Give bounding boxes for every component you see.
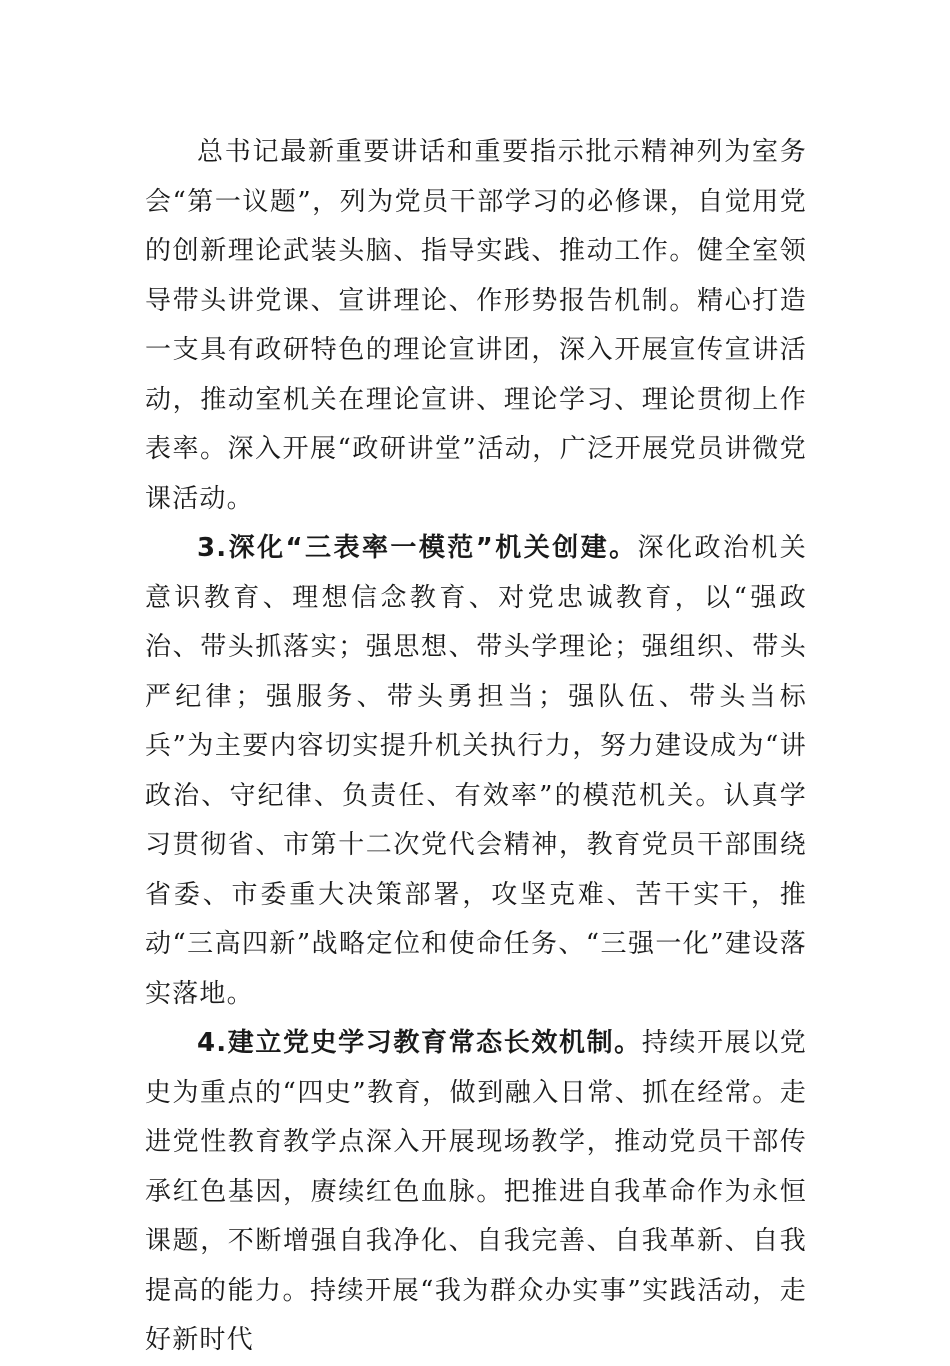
paragraph-continuation: [145, 128, 807, 524]
paragraph-text: 深化政治机关意识教育、理想信念教育、对党忠诚教育，以“强政治、带头抓落实；强思想、带头学理论；强组织、带头严纪律；强服务、带头勇担当；强队伍、带头当标兵”为主要内容切实提升机关执行力，努力建设成为“讲政治、守纪律、负责任、有效率”的模范机关。认真学习贯彻省、市第十二次党代会精神，教育党员干部围绕省委、市委重大决策部署，攻坚克难、苦干实干，推动“三高四新”战略定位和使命任务、“三强一化”建设落实落地。: [145, 533, 807, 1009]
paragraph-heading: 3.深化“三表率一模范”机关创建。: [197, 533, 638, 563]
paragraph-text: 总书记最新重要讲话和重要指示批示精神列为室务会“第一议题”，列为党员干部学习的必修课，自觉用党的创新理论武装头脑、指导实践、推动工作。健全室领导带头讲党课、宣讲理论、作形势报告机制。精心打造一支具有政研特色的理论宣讲团，深入开展宣传宣讲活动，推动室机关在理论宣讲、理论学习、理论贯彻上作表率。深入开展“政研讲堂”活动，广泛开展党员讲微党课活动。: [145, 137, 807, 514]
paragraph-item-4: [145, 1019, 807, 1366]
paragraph-item-3: [145, 524, 807, 1019]
paragraph-text: 持续开展以党史为重点的“四史”教育，做到融入日常、抓在经常。走进党性教育教学点深入开展现场教学，推动党员干部传承红色基因，赓续红色血脉。把推进自我革命作为永恒课题，不断增强自我净化、自我完善、自我革新、自我提高的能力。持续开展“我为群众办实事”实践活动，走好新时代: [145, 1028, 808, 1355]
document-body: [145, 128, 807, 1366]
paragraph-heading: 4.建立党史学习教育常态长效机制。: [197, 1028, 642, 1058]
